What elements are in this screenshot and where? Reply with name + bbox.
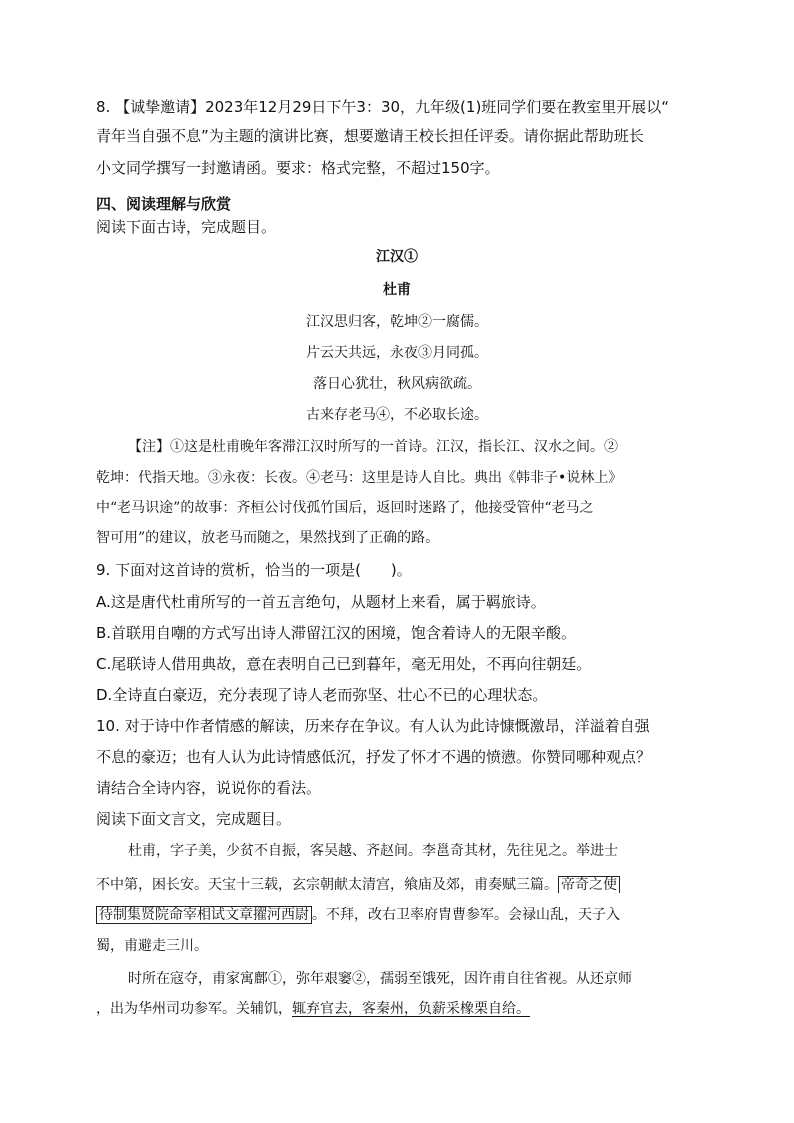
prose-p2-line-1: 时所在寇夺，甫家寓鄜①，弥年艰窭②，孺弱至饿死，因许甫自往省视。从还京师 bbox=[128, 971, 632, 987]
q9-stem: 9. 下面对这首诗的赏析，恰当的一项是( )。 bbox=[96, 561, 412, 579]
q9-option-b: B.首联用自嘲的方式写出诗人滞留江汉的困境，饱含着诗人的无限辛酸。 bbox=[96, 624, 577, 642]
poem-title: 江汉① bbox=[376, 249, 418, 265]
q10-line-2: 不息的豪迈；也有人认为此诗情感低沉，抒发了怀才不遇的愤懑。你赞同哪种观点？ bbox=[96, 748, 652, 766]
boxed-sentence-part-2: 待制集贤院命宰相试文章擢河西尉 bbox=[96, 906, 312, 924]
prose-p1-line-1: 杜甫，字子美，少贫不自振，客吴越、齐赵间。李邕奇其材，先往见之。举进士 bbox=[128, 843, 618, 859]
poem-line-2: 片云天共远，永夜③月同孤。 bbox=[306, 345, 488, 361]
poem-line-1: 江汉思归客，乾坤②一腐儒。 bbox=[306, 314, 488, 330]
q9-option-d: D.全诗直白豪迈，充分表现了诗人老而弥坚、壮心不已的心理状态。 bbox=[96, 686, 548, 704]
q8-line-2: 青年当自强不息”为主题的演讲比赛，想要邀请王校长担任评委。请你据此帮助班长 bbox=[96, 127, 644, 145]
note-line-4: 智可用”的建议，放老马而随之，果然找到了正确的路。 bbox=[96, 530, 440, 546]
poem-line-3: 落日心犹壮，秋风病欲疏。 bbox=[313, 376, 481, 392]
section-intro: 阅读下面古诗，完成题目。 bbox=[96, 218, 277, 236]
prose-intro: 阅读下面文言文，完成题目。 bbox=[96, 810, 292, 828]
prose-p2-line-2-text: ，出为华州司功参军。关辅饥， bbox=[96, 1001, 292, 1017]
boxed-sentence-part-1: 帝奇之使 bbox=[558, 876, 620, 893]
underlined-sentence: 辄弃官去，客秦州，负薪采橡栗自给。 bbox=[292, 1001, 530, 1017]
poem-author: 杜甫 bbox=[383, 282, 411, 298]
section-heading: 四、阅读理解与欣赏 bbox=[96, 195, 232, 213]
q8-line-3: 小文同学撰写一封邀请函。要求：格式完整，不超过150字。 bbox=[96, 159, 500, 177]
prose-p1-line-2-text: 不中第，困长安。天宝十三载，玄宗朝献太清宫，飨庙及郊，甫奏赋三篇。 bbox=[96, 877, 558, 893]
prose-p2-line-2 bbox=[96, 998, 530, 1020]
note-line-2: 乾坤：代指天地。③永夜：长夜。④老马：这里是诗人自比。典出《韩非子•说林上》 bbox=[96, 470, 623, 486]
q9-option-c: C.尾联诗人借用典故，意在表明自己已到暮年，毫无用处，不再向往朝廷。 bbox=[96, 655, 592, 673]
q8-line-1: 8. 【诚挚邀请】2023年12月29日下午3：30，九年级(1)班同学们要在教室里开展以“ bbox=[96, 98, 670, 116]
note-line-3: 中“老马识途”的故事：齐桓公讨伐孤竹国后，返回时迷路了，他接受管仲“老马之 bbox=[96, 500, 594, 516]
poem-line-4: 古来存老马④，不必取长途。 bbox=[306, 407, 488, 423]
prose-p1-line-2 bbox=[96, 874, 620, 896]
q10-line-1: 10. 对于诗中作者情感的解读，历来存在争议。有人认为此诗慷慨激昂，洋溢着自强 bbox=[96, 717, 650, 735]
note-line-1: 【注】①这是杜甫晚年客滞江汉时所写的一首诗。江汉，指长江、汉水之间。② bbox=[128, 439, 618, 455]
q10-line-3: 请结合全诗内容，说说你的看法。 bbox=[96, 779, 322, 797]
q9-option-a: A.这是唐代杜甫所写的一首五言绝句，从题材上来看，属于羁旅诗。 bbox=[96, 593, 546, 611]
prose-p1-line-3-text: 。不拜，改右卫率府胄曹参军。会禄山乱，天子入 bbox=[312, 907, 620, 923]
prose-p1-line-4: 蜀，甫避走三川。 bbox=[96, 938, 208, 954]
prose-p1-line-3 bbox=[96, 904, 620, 926]
